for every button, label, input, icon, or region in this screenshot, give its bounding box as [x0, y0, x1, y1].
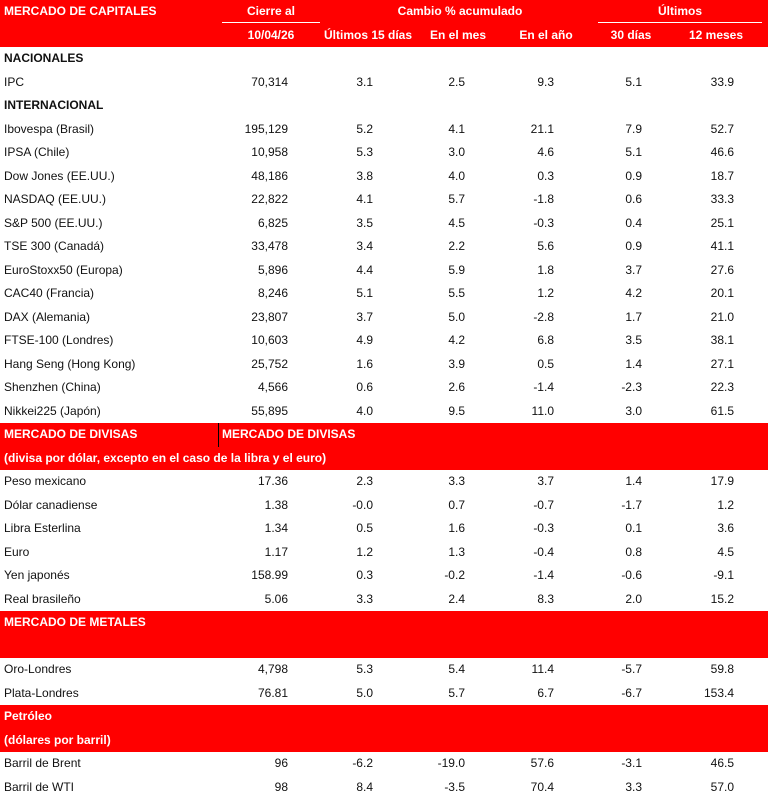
change-15d: 4.9 — [356, 333, 373, 347]
close-value: 1.34 — [264, 521, 288, 535]
last-30d: 1.4 — [625, 474, 642, 488]
table-row — [0, 776, 768, 799]
close-value: 22,822 — [251, 192, 288, 206]
table-row — [0, 71, 768, 95]
row-name: Hang Seng (Hong Kong) — [4, 356, 136, 371]
row-name: Dólar canadiense — [4, 497, 98, 512]
change-15d: 3.3 — [356, 591, 373, 606]
change-month: 3.9 — [448, 356, 465, 371]
last-30d: 3.5 — [625, 333, 642, 347]
petroleo-sublabel-row — [0, 729, 768, 753]
last-30d: 3.7 — [625, 262, 642, 277]
change-15d: 5.1 — [356, 286, 373, 300]
change-month: 1.3 — [448, 544, 465, 559]
change-month: -3.5 — [444, 779, 465, 794]
change-month: -19.0 — [437, 756, 465, 770]
row-name: Yen japonés — [4, 568, 70, 582]
last-12m: 33.3 — [710, 192, 734, 206]
last-12m: 18.7 — [710, 168, 734, 183]
close-value: 195,129 — [244, 121, 288, 136]
last-12m: 57.0 — [710, 779, 734, 794]
close-value: 96 — [274, 756, 288, 770]
change-year: 11.0 — [531, 403, 554, 418]
table-row — [0, 658, 768, 682]
row-name: DAX (Alemania) — [4, 309, 91, 324]
section-label: Petróleo — [4, 709, 53, 723]
row-name: EuroStoxx50 (Europa) — [4, 262, 123, 277]
last-12m: 52.7 — [710, 121, 734, 136]
close-header-top: Cierre al — [246, 4, 296, 18]
last-30d: 5.1 — [625, 145, 642, 159]
change-month: 5.0 — [448, 309, 465, 324]
change-group-header: Cambio % acumulado — [397, 4, 523, 18]
change-15d: 3.8 — [356, 168, 373, 183]
last-30d: 0.1 — [625, 521, 642, 535]
col-header-month: En el mes — [429, 27, 487, 42]
last-12m: 15.2 — [710, 591, 734, 606]
last-12m: 4.5 — [717, 544, 734, 559]
table-row — [0, 517, 768, 541]
header-row-1 — [0, 0, 768, 24]
change-year: 6.8 — [537, 333, 554, 347]
change-month: 0.7 — [448, 497, 465, 512]
change-year: 4.6 — [537, 145, 554, 159]
change-15d: -6.2 — [352, 756, 373, 770]
metales-spacer-row — [0, 635, 768, 659]
row-name: NASDAQ (EE.UU.) — [4, 192, 107, 206]
change-15d: 5.2 — [356, 121, 373, 136]
change-month: 5.5 — [448, 286, 465, 300]
change-year: -1.4 — [533, 568, 554, 582]
change-month: 4.1 — [448, 121, 465, 136]
change-15d: 5.3 — [356, 145, 373, 159]
change-month: 4.0 — [448, 168, 465, 183]
close-value: 98 — [274, 779, 288, 794]
change-month: 3.0 — [448, 145, 465, 159]
change-year: 1.2 — [537, 286, 554, 300]
change-15d: 3.4 — [356, 239, 373, 253]
row-name: Barril de Brent — [4, 756, 81, 770]
last-30d: 0.9 — [625, 239, 642, 253]
row-name: Plata-Londres — [4, 685, 79, 700]
table-row — [0, 282, 768, 306]
last-30d: 2.0 — [625, 591, 642, 606]
table-row — [0, 212, 768, 236]
last-12m: 27.6 — [710, 262, 734, 277]
close-value: 10,958 — [251, 145, 288, 159]
last-12m: 153.4 — [703, 685, 734, 700]
change-15d: -0.0 — [352, 497, 373, 512]
table-row — [0, 118, 768, 142]
row-name: Ibovespa (Brasil) — [4, 121, 95, 136]
table-row — [0, 353, 768, 377]
change-month: 2.5 — [448, 74, 465, 89]
section-label: MERCADO DE METALES — [4, 615, 146, 629]
table-row — [0, 752, 768, 776]
nacionales-rows — [0, 71, 768, 95]
close-value: 25,752 — [251, 356, 288, 371]
last-30d: 1.4 — [625, 356, 642, 371]
table-row — [0, 235, 768, 259]
row-name: Barril de WTI — [4, 779, 75, 794]
table-row — [0, 541, 768, 565]
change-month: 1.6 — [448, 521, 465, 535]
divider — [218, 423, 219, 447]
section-divisas — [0, 423, 768, 447]
change-month: 5.7 — [448, 192, 465, 206]
row-name: Nikkei225 (Japón) — [4, 403, 101, 418]
change-year: 11.4 — [531, 662, 554, 676]
last-30d: -3.1 — [621, 756, 642, 770]
table-row — [0, 141, 768, 165]
section-sublabel: (dólares por barril) — [4, 732, 111, 747]
change-15d: 3.7 — [356, 309, 373, 324]
last-12m: 33.9 — [710, 74, 734, 89]
last-12m: 41.1 — [710, 239, 734, 253]
header-row-2 — [0, 24, 768, 48]
last-30d: 3.3 — [625, 779, 642, 794]
change-year: 8.3 — [537, 591, 554, 606]
change-15d: 3.1 — [356, 74, 373, 89]
row-name: FTSE-100 (Londres) — [4, 333, 114, 347]
row-name: TSE 300 (Canadá) — [4, 239, 105, 253]
row-name: Libra Esterlina — [4, 521, 81, 535]
close-value: 5,896 — [257, 262, 288, 277]
change-month: 4.2 — [448, 333, 465, 347]
change-year: 1.8 — [537, 262, 554, 277]
close-date-header: 10/04/26 — [247, 27, 295, 42]
row-name: Real brasileño — [4, 591, 81, 606]
last-30d: -0.6 — [621, 568, 642, 582]
row-name: Peso mexicano — [4, 474, 87, 488]
close-value: 1.38 — [264, 497, 288, 512]
section-label-right: MERCADO DE DIVISAS — [222, 427, 356, 441]
last-30d: 0.8 — [625, 544, 642, 559]
close-value: 4,798 — [257, 662, 288, 676]
last-12m: 46.6 — [710, 145, 734, 159]
close-value: 17.36 — [257, 474, 288, 488]
table-row — [0, 682, 768, 706]
last-12m: 3.6 — [717, 521, 734, 535]
section-petroleo — [0, 705, 768, 729]
last-12m: 59.8 — [710, 662, 734, 676]
last-12m: 1.2 — [717, 497, 734, 512]
metales-rows — [0, 658, 768, 705]
change-year: 5.6 — [537, 239, 554, 253]
table-row — [0, 306, 768, 330]
last-30d: -2.3 — [621, 380, 642, 394]
close-value: 1.17 — [264, 544, 288, 559]
change-month: 2.6 — [448, 380, 465, 394]
change-year: -0.3 — [533, 215, 554, 230]
petroleo-rows — [0, 752, 768, 799]
change-year: 6.7 — [537, 685, 554, 700]
close-value: 23,807 — [251, 309, 288, 324]
section-label: INTERNACIONAL — [4, 98, 104, 112]
close-value: 6,825 — [257, 215, 288, 230]
table-row — [0, 588, 768, 612]
table-row — [0, 329, 768, 353]
change-15d: 2.3 — [356, 474, 373, 488]
change-year: -0.4 — [533, 544, 554, 559]
last-12m: 27.1 — [710, 356, 734, 371]
change-year: -1.8 — [533, 192, 554, 206]
row-name: Dow Jones (EE.UU.) — [4, 168, 115, 183]
last-30d: 0.9 — [625, 168, 642, 183]
divisas-rows — [0, 470, 768, 611]
change-15d: 4.1 — [356, 192, 373, 206]
table-row — [0, 494, 768, 518]
col-header-15d: Últimos 15 días — [323, 27, 413, 42]
row-name: IPC — [4, 74, 25, 89]
last-12m: 25.1 — [710, 215, 734, 230]
last-12m: 38.1 — [710, 333, 734, 347]
change-month: 5.7 — [448, 685, 465, 700]
last-30d: -5.7 — [621, 662, 642, 676]
last-12m: 46.5 — [710, 756, 734, 770]
section-internacional — [0, 94, 768, 118]
change-year: -1.4 — [533, 380, 554, 394]
close-value: 33,478 — [251, 239, 288, 253]
change-year: 0.5 — [537, 356, 554, 371]
last-30d: 0.6 — [625, 192, 642, 206]
last-30d: -1.7 — [621, 497, 642, 512]
change-15d: 4.4 — [356, 262, 373, 277]
change-15d: 0.3 — [356, 568, 373, 582]
change-15d: 1.6 — [356, 356, 373, 371]
change-month: 3.3 — [448, 474, 465, 488]
change-month: -0.2 — [444, 568, 465, 582]
close-value: 5.06 — [264, 591, 288, 606]
change-15d: 3.5 — [356, 215, 373, 230]
row-name: S&P 500 (EE.UU.) — [4, 215, 103, 230]
change-year: 21.1 — [530, 121, 554, 136]
change-year: 57.6 — [530, 756, 554, 770]
section-nacionales — [0, 47, 768, 71]
row-name: CAC40 (Francia) — [4, 286, 95, 300]
last-12m: 17.9 — [710, 474, 734, 488]
last-30d: 1.7 — [625, 309, 642, 324]
change-month: 5.4 — [448, 662, 465, 676]
change-month: 2.4 — [448, 591, 465, 606]
change-year: 0.3 — [537, 168, 554, 183]
close-value: 8,246 — [257, 286, 288, 300]
last-30d: 0.4 — [625, 215, 642, 230]
row-name: Euro — [4, 544, 30, 559]
last-30d: 3.0 — [625, 403, 642, 418]
table-row — [0, 165, 768, 189]
section-label: NACIONALES — [4, 51, 84, 65]
change-15d: 0.5 — [356, 521, 373, 535]
change-year: -2.8 — [533, 309, 554, 324]
table-row — [0, 259, 768, 283]
last-12m: 22.3 — [710, 380, 734, 394]
col-header-12m: 12 meses — [688, 27, 744, 42]
change-year: 9.3 — [537, 74, 554, 89]
change-month: 4.5 — [448, 215, 465, 230]
last-12m: 20.1 — [710, 286, 734, 300]
close-value: 70,314 — [251, 74, 288, 89]
section-sublabel: (divisa por dólar, excepto en el caso de la libra y el euro) — [4, 450, 327, 465]
change-year: -0.7 — [533, 497, 554, 512]
last-30d: 7.9 — [625, 121, 642, 136]
change-15d: 5.3 — [356, 662, 373, 676]
row-name: IPSA (Chile) — [4, 145, 70, 159]
close-value: 48,186 — [251, 168, 288, 183]
close-value: 10,603 — [251, 333, 288, 347]
table-row — [0, 564, 768, 588]
last-12m: 21.0 — [710, 309, 734, 324]
section-label: MERCADO DE DIVISAS — [4, 427, 138, 441]
table-title: MERCADO DE CAPITALES — [4, 4, 157, 18]
last-30d: 4.2 — [625, 286, 642, 300]
table-row — [0, 376, 768, 400]
last-12m: 61.5 — [710, 403, 734, 418]
change-month: 2.2 — [448, 239, 465, 253]
divisas-sublabel-row — [0, 447, 768, 471]
change-month: 9.5 — [448, 403, 465, 418]
internacional-rows — [0, 118, 768, 424]
change-year: -0.3 — [533, 521, 554, 535]
close-value: 55,895 — [251, 403, 288, 418]
change-15d: 5.0 — [356, 685, 373, 700]
change-month: 5.9 — [448, 262, 465, 277]
last-30d: 5.1 — [625, 74, 642, 89]
change-15d: 8.4 — [356, 779, 373, 794]
section-metales — [0, 611, 768, 635]
last-12m: -9.1 — [713, 568, 734, 582]
change-year: 3.7 — [537, 474, 554, 488]
col-header-30d: 30 días — [610, 27, 652, 42]
table-row — [0, 188, 768, 212]
change-year: 70.4 — [530, 779, 554, 794]
last-30d: -6.7 — [621, 685, 642, 700]
close-value: 158.99 — [251, 568, 288, 582]
table-row — [0, 400, 768, 424]
row-name: Shenzhen (China) — [4, 380, 101, 394]
col-header-year: En el año — [519, 27, 573, 42]
close-value: 4,566 — [257, 380, 288, 394]
change-15d: 1.2 — [356, 544, 373, 559]
table-row — [0, 470, 768, 494]
change-15d: 0.6 — [356, 380, 373, 394]
last-group-header: Últimos — [657, 4, 702, 18]
close-value: 76.81 — [257, 685, 288, 700]
row-name: Oro-Londres — [4, 662, 72, 676]
change-15d: 4.0 — [356, 403, 373, 418]
